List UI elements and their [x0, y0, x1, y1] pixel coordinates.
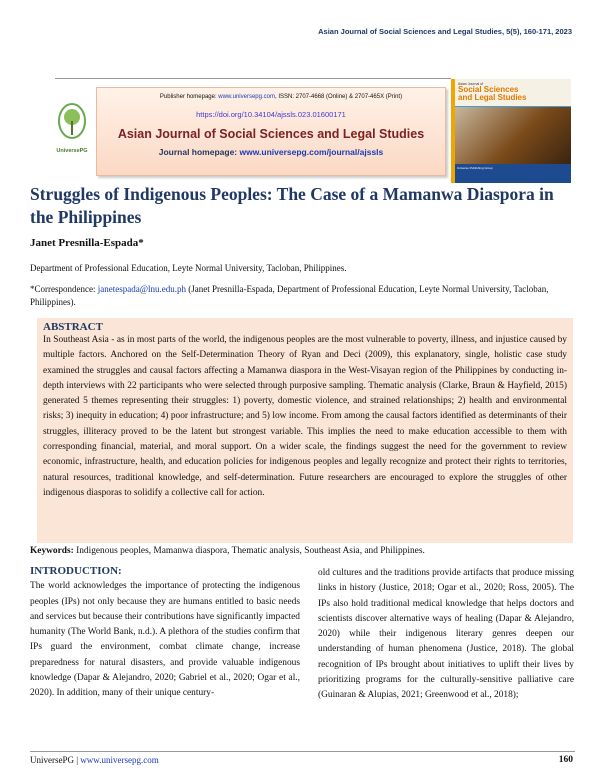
- abstract-box: [37, 318, 573, 543]
- introduction-heading: INTRODUCTION:: [30, 565, 122, 577]
- logo-text: UniversePG: [56, 148, 88, 154]
- cover-title-1: Social Sciences: [458, 85, 519, 94]
- correspondence-details: (Janet Presnilla-Espada, Department of Professional Education, Leyte Normal University, Tacloban, Philippines).: [30, 284, 549, 307]
- universepg-logo: [52, 103, 92, 173]
- abstract-text: In Southeast Asia - as in most parts of the world, the indigenous peoples are the most vulnerable to poverty, illness, and injustice caused by multiple factors. Anchored on the Self-Determination Theory of Ryan and Deci (2009), this explanatory, single, holistic case study examined the struggles and causal factors affecting a Mamanwa diaspora in the West-Visayan region of the Philippines by conducting in-depth interviews with 22 participants who were selected through purposive sampling. Thematic analysis (Clarke, Braun & Hayfield, 2015) generated 5 themes representing their struggles: 1) poverty, domestic violence, and strained relationships; 2) health and environmental risks; 3) inequity in education; 4) poor infrastructure; and 5) low income. From among the causal factors identified as determinants of their struggles, illiteracy proved to be the latent but strongest variable. This implies the need to make education accessible to them with corresponding financial, material, and moral support. On a wider scale, the findings suggest the need for the government to review economic, infrastructure, health, and education policies for indigenous peoples and legally recognize and protect their rights to territories, natural resources, traditional knowledge, and self-determination. Future researchers are encouraged to explore the struggles of other indigenous diasporas to solidify a collective call for action.: [43, 335, 567, 498]
- footer-brand: UniversePG |: [30, 755, 81, 765]
- left-column: [30, 564, 300, 702]
- footer: [30, 755, 159, 765]
- abstract-heading: ABSTRACT: [43, 321, 103, 333]
- cover-small: Asian Journal of: [458, 82, 484, 86]
- cover-footer: Universe Publishing Group: [455, 164, 571, 183]
- journal-title: Asian Journal of Social Sciences and Legal Studies: [117, 127, 425, 141]
- keywords: [30, 546, 425, 556]
- header-rule: [55, 78, 451, 79]
- running-header: Asian Journal of Social Sciences and Legal Studies, 5(5), 160-171, 2023: [318, 27, 572, 36]
- keywords-label: Keywords:: [30, 546, 74, 556]
- footer-rule: [30, 751, 575, 752]
- publisher-label: Publisher homepage:: [159, 94, 219, 100]
- journal-banner: [96, 87, 446, 176]
- author: Janet Presnilla-Espada*: [30, 237, 144, 249]
- affiliation: Department of Professional Education, Leyte Normal University, Tacloban, Philippines.: [30, 263, 347, 273]
- doi-link[interactable]: https://doi.org/10.34104/ajssls.023.01600171: [196, 110, 346, 119]
- right-column: [318, 566, 574, 704]
- issn: , ISSN: 2707-4668 (Online) & 2707-465X (Print): [275, 94, 403, 100]
- journal-cover: [451, 79, 571, 183]
- correspondence-label: *Correspondence:: [30, 284, 98, 294]
- page-number: 160: [558, 755, 573, 765]
- paper-title: Struggles of Indigenous Peoples: The Case of a Mamanwa Diaspora in the Philippines: [30, 184, 554, 227]
- homepage-label: Journal homepage:: [158, 147, 240, 157]
- footer-link[interactable]: www.universepg.com: [80, 755, 159, 765]
- introduction-text-left: The world acknowledges the importance of protecting the indigenous peoples (IPs) not only because they are humans entitled to basic needs and services but because their contributions have significantly impacted humanity (The World Bank, n.d.). A plethora of the studies confirm that IPs guard the environment, combat climate change, increase preparedness for natural disasters, and provide valuable indigenous knowledge (Dapar & Alejandro, 2020; Gabriel et al., 2020; Ogar et al., 2020). In addition, many of their unique century-: [30, 581, 300, 699]
- tree-icon: [57, 103, 87, 143]
- introduction-text-right: old cultures and the traditions provide artifacts that produce missing links in history (Justice, 2018; Ogar et al., 2020; Ross, 2005). The IPs also hold traditional medical knowledge that helps doctors and scientists discover alternative ways of healing (Dapar & Alejandro, 2020) while their indigenous literary genres deepen our understanding of human phenomena (Justice, 2018). The global recognition of IPs brought about initiatives to uplift their lives by prioritizing programs for the culturally-sensitive palliative care (Guinaran & Alupias, 2021; Greenwood et al., 2018);: [318, 568, 574, 701]
- keywords-text: Indigenous peoples, Mamanwa diaspora, Thematic analysis, Southeast Asia, and Philippines.: [73, 546, 425, 556]
- email-link[interactable]: janetespada@lnu.edu.ph: [97, 284, 186, 294]
- journal-homepage-link[interactable]: www.universepg.com/journal/ajssls: [239, 147, 384, 157]
- publisher-link[interactable]: www.universepg.com: [218, 94, 275, 100]
- correspondence: [30, 283, 575, 309]
- cover-gavel-image: [455, 106, 571, 164]
- cover-title-2: and Legal Studies: [458, 93, 527, 102]
